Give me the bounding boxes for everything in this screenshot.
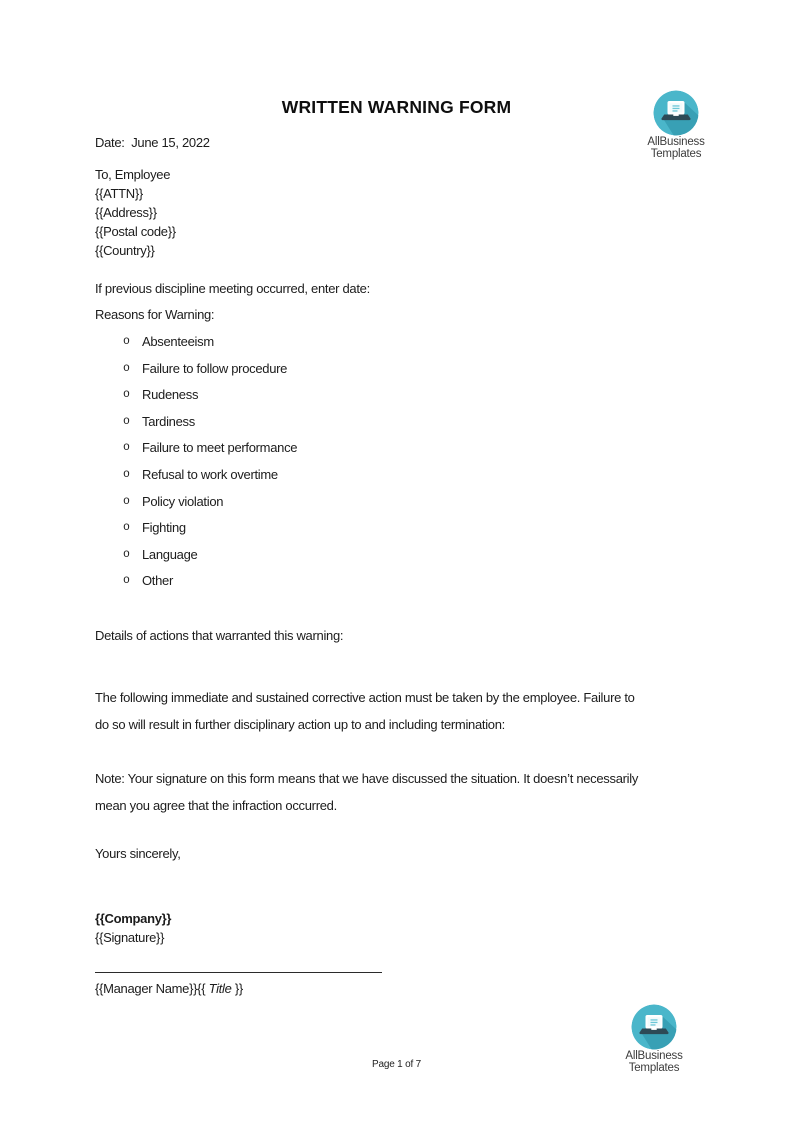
bullet-marker: o bbox=[123, 361, 130, 375]
reason-item bbox=[95, 467, 297, 494]
logo-text-line2: Templates bbox=[628, 1061, 680, 1074]
bullet-marker: o bbox=[123, 574, 130, 588]
reasons-heading: Reasons for Warning: bbox=[95, 307, 215, 322]
reason-label: Other bbox=[142, 573, 174, 589]
bullet-marker: o bbox=[123, 441, 130, 455]
reason-label: Policy violation bbox=[142, 493, 224, 509]
previous-meeting-line: If previous discipline meeting occurred, enter date: bbox=[95, 281, 370, 296]
bullet-marker: o bbox=[123, 468, 130, 482]
reason-item bbox=[95, 494, 297, 521]
reason-label: Failure to meet performance bbox=[142, 440, 298, 456]
paragraph-line: Note: Your signature on this form means that we have discussed the situation. It doesn’t necessarily bbox=[95, 771, 639, 786]
bullet-marker: o bbox=[123, 388, 130, 402]
bullet-marker: o bbox=[123, 494, 130, 508]
logo-text-line1: AllBusiness bbox=[647, 136, 705, 148]
recipient-postal-code: {{Postal code}} bbox=[95, 223, 176, 239]
logo-text-line1: AllBusiness bbox=[625, 1050, 683, 1062]
manager-name-line bbox=[95, 981, 243, 996]
laptop-logo-icon bbox=[653, 90, 699, 136]
recipient-block bbox=[95, 166, 176, 261]
bullet-marker: o bbox=[123, 414, 130, 428]
reasons-list bbox=[95, 334, 297, 600]
reason-label: Language bbox=[142, 546, 198, 562]
reason-item bbox=[95, 547, 297, 574]
laptop-logo-icon bbox=[631, 1004, 677, 1050]
reason-item bbox=[95, 414, 297, 441]
reason-label: Rudeness bbox=[142, 387, 199, 403]
manager-line-prefix: {{Manager Name}}{{ bbox=[95, 981, 209, 996]
bullet-marker: o bbox=[123, 521, 130, 535]
page-number: Page 1 of 7 bbox=[372, 1059, 421, 1070]
allbusiness-logo-top bbox=[639, 90, 713, 160]
note-paragraph bbox=[95, 765, 713, 819]
corrective-action-paragraph bbox=[95, 684, 713, 738]
details-line: Details of actions that warranted this warning: bbox=[95, 628, 344, 643]
closing-line: Yours sincerely, bbox=[95, 846, 181, 861]
reason-item bbox=[95, 361, 297, 388]
signature-line bbox=[95, 972, 382, 973]
recipient-attn: {{ATTN}} bbox=[95, 185, 143, 201]
bullet-marker: o bbox=[123, 335, 130, 348]
reason-item bbox=[95, 520, 297, 547]
reason-item bbox=[95, 573, 297, 600]
reason-item bbox=[95, 440, 297, 467]
reason-item bbox=[95, 387, 297, 414]
date-line: Date: June 15, 2022 bbox=[95, 135, 210, 150]
manager-line-title: Title bbox=[208, 981, 232, 996]
recipient-to: To, Employee bbox=[95, 167, 171, 182]
page-title: WRITTEN WARNING FORM bbox=[281, 97, 512, 117]
logo-text-line2: Templates bbox=[650, 147, 702, 160]
reason-label: Failure to follow procedure bbox=[142, 360, 288, 376]
recipient-address: {{Address}} bbox=[95, 204, 157, 220]
reason-label: Absenteeism bbox=[142, 334, 214, 349]
reason-label: Fighting bbox=[142, 520, 186, 536]
signature-placeholder: {{Signature}} bbox=[95, 930, 165, 945]
paragraph-line: The following immediate and sustained corrective action must be taken by the employee. Failure to bbox=[95, 690, 635, 705]
reason-label: Refusal to work overtime bbox=[142, 467, 278, 483]
paragraph-line: mean you agree that the infraction occurred. bbox=[95, 798, 337, 813]
reason-item bbox=[95, 334, 297, 361]
bullet-marker: o bbox=[123, 547, 130, 561]
allbusiness-logo-bottom bbox=[617, 1004, 691, 1074]
reason-label: Tardiness bbox=[142, 413, 195, 429]
manager-line-suffix: }} bbox=[231, 981, 243, 996]
paragraph-line: do so will result in further disciplinary action up to and including termination: bbox=[95, 717, 505, 732]
recipient-country: {{Country}} bbox=[95, 242, 155, 258]
company-placeholder: {{Company}} bbox=[95, 911, 172, 926]
